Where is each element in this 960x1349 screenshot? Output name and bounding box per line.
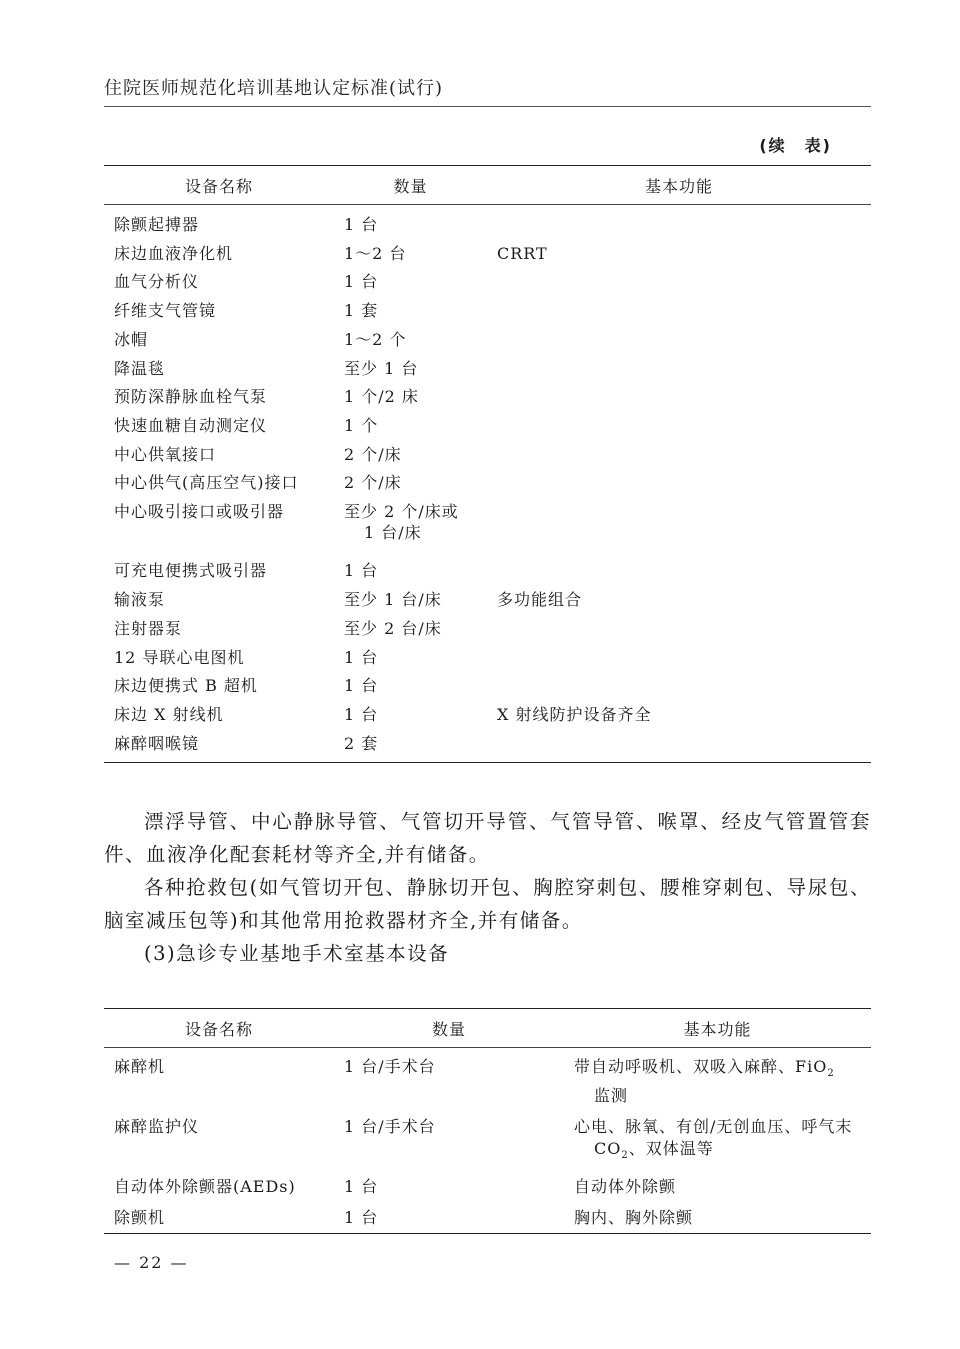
col-header-qty: 数量 <box>334 166 487 205</box>
cell-qty: 1～2 台 <box>344 243 407 263</box>
table-row <box>104 297 871 326</box>
table-row <box>104 557 871 586</box>
cell-name: 中心供气(高压空气)接口 <box>114 473 299 493</box>
cell-qty: 至少 2 台/床 <box>344 618 442 638</box>
function-text-line2 <box>574 1138 871 1167</box>
cell-name: 纤维支气管镜 <box>114 301 217 321</box>
cell-qty: 至少 1 台 <box>344 358 419 378</box>
cell-name: 输液泵 <box>114 590 166 610</box>
cell-function <box>487 441 871 470</box>
table-row <box>104 1171 871 1202</box>
cell-name: 12 导联心电图机 <box>114 647 245 667</box>
operating-room-equipment-table <box>104 1008 871 1234</box>
table-row <box>104 615 871 644</box>
table-row <box>104 1202 871 1234</box>
table-row <box>104 469 871 498</box>
cell-qty: 1 台 <box>344 561 379 581</box>
table-row <box>104 498 871 557</box>
cell-qty: 1 台 <box>334 1202 564 1234</box>
cell-function <box>487 557 871 586</box>
cell-qty: 1～2 个 <box>344 329 407 349</box>
cell-name: 麻醉咽喉镜 <box>104 730 334 763</box>
table-row <box>104 383 871 412</box>
table-row <box>104 412 871 441</box>
cell-name: 除颤起搏器 <box>114 215 200 234</box>
cell-function <box>487 383 871 412</box>
function-text-rest: 、双体温等 <box>628 1139 714 1159</box>
cell-function: 多功能组合 <box>497 590 583 610</box>
function-text: 心电、脉氧、有创/无创血压、呼气末 <box>574 1117 853 1137</box>
table-row <box>104 355 871 384</box>
cell-function <box>487 355 871 384</box>
cell-function <box>487 205 871 240</box>
cell-name: 注射器泵 <box>114 618 183 638</box>
cell-name: 自动体外除颤器(AEDs) <box>114 1177 296 1197</box>
cell-name: 床边 X 射线机 <box>114 704 224 724</box>
running-header: 住院医师规范化培训基地认定标准(试行) <box>104 78 444 99</box>
cell-name: 床边便携式 B 超机 <box>114 676 258 696</box>
cell-qty: 1 台 <box>344 647 379 667</box>
cell-name: 预防深静脉血栓气泵 <box>114 387 268 407</box>
cell-qty: 1 个/2 床 <box>344 387 419 407</box>
cell-qty: 1 台/手术台 <box>344 1117 436 1137</box>
col-header-name: 设备名称 <box>104 1009 334 1048</box>
cell-name: 中心供氧接口 <box>114 444 217 464</box>
table-row <box>104 268 871 297</box>
cell-qty: 1 个 <box>344 415 379 435</box>
table-row <box>104 240 871 269</box>
cell-qty-line1: 至少 2 个/床或 <box>344 502 459 522</box>
cell-function: 胸内、胸外除颤 <box>564 1202 871 1234</box>
cell-function <box>487 615 871 644</box>
cell-function <box>487 326 871 355</box>
col-header-name: 设备名称 <box>104 166 334 205</box>
continued-label: (续 表) <box>759 136 832 155</box>
function-text-line2: 监测 <box>594 1086 629 1106</box>
table-row <box>104 441 871 470</box>
subscript: 2 <box>827 1068 835 1080</box>
section-heading-operating-room: (3)急诊专业基地手术室基本设备 <box>144 942 450 965</box>
table-row <box>104 326 871 355</box>
cell-qty: 1 台 <box>344 676 379 696</box>
cell-function <box>487 498 871 557</box>
cell-name: 麻醉监护仪 <box>114 1117 200 1137</box>
page-number: — 22 — <box>114 1253 189 1272</box>
subscript: 2 <box>621 1150 629 1162</box>
table-row <box>104 1048 871 1112</box>
cell-function <box>564 1111 871 1171</box>
cell-name: 中心吸引接口或吸引器 <box>114 502 285 522</box>
col-header-function: 基本功能 <box>564 1009 871 1048</box>
paragraph-consumables: 漂浮导管、中心静脉导管、气管切开导管、气管导管、喉罩、经皮气管置管套件、血液净化配套耗材等齐全,并有储备。 <box>104 810 871 866</box>
cell-qty: 2 个/床 <box>344 444 402 464</box>
cell-function: X 射线防护设备齐全 <box>497 704 652 724</box>
cell-name: 血气分析仪 <box>114 272 200 292</box>
cell-name: 快速血糖自动测定仪 <box>114 415 268 435</box>
cell-qty: 1 台/手术台 <box>344 1057 436 1076</box>
cell-function <box>487 412 871 441</box>
table-row <box>104 644 871 673</box>
function-text: 带自动呼吸机、双吸入麻醉、FiO <box>574 1057 828 1076</box>
table-row <box>104 730 871 763</box>
table-row <box>104 701 871 730</box>
col-header-function: 基本功能 <box>487 166 871 205</box>
cell-function: 自动体外除颤 <box>574 1177 677 1197</box>
table-row <box>104 1111 871 1171</box>
cell-function <box>487 469 871 498</box>
cell-function <box>487 644 871 673</box>
cell-function <box>487 297 871 326</box>
header-rule <box>104 106 871 107</box>
equipment-table-continued <box>104 165 871 763</box>
cell-name: 除颤机 <box>104 1202 334 1234</box>
cell-name: 降温毯 <box>114 358 166 378</box>
cell-name: 可充电便携式吸引器 <box>114 561 268 581</box>
cell-function <box>487 672 871 701</box>
cell-qty: 至少 1 台/床 <box>344 590 442 610</box>
table-header-row <box>104 1009 871 1048</box>
col-header-qty: 数量 <box>334 1009 564 1048</box>
cell-function <box>564 1048 871 1112</box>
cell-qty: 1 台 <box>344 704 379 724</box>
cell-name: 冰帽 <box>114 329 149 349</box>
cell-qty-line2: 1 台/床 <box>364 522 422 542</box>
cell-qty: 1 台 <box>344 215 379 234</box>
cell-name: 床边血液净化机 <box>114 243 234 263</box>
table-row <box>104 672 871 701</box>
cell-qty: 2 个/床 <box>344 473 402 493</box>
paragraph-emergency-kits: 各种抢救包(如气管切开包、静脉切开包、胸腔穿刺包、腰椎穿刺包、导尿包、脑室减压包等)和其他常用抢救器材齐全,并有储备。 <box>104 876 871 932</box>
cell-qty: 1 套 <box>344 301 379 321</box>
function-text-co: CO <box>594 1139 622 1159</box>
cell-function: CRRT <box>497 243 548 263</box>
cell-name: 麻醉机 <box>114 1057 166 1076</box>
cell-qty: 1 台 <box>344 272 379 292</box>
cell-qty: 1 台 <box>344 1177 379 1197</box>
cell-function <box>487 730 871 763</box>
table-header-row <box>104 166 871 205</box>
cell-qty <box>334 498 487 557</box>
cell-qty: 2 套 <box>334 730 487 763</box>
table-row <box>104 205 871 240</box>
cell-function <box>487 268 871 297</box>
table-row <box>104 586 871 615</box>
